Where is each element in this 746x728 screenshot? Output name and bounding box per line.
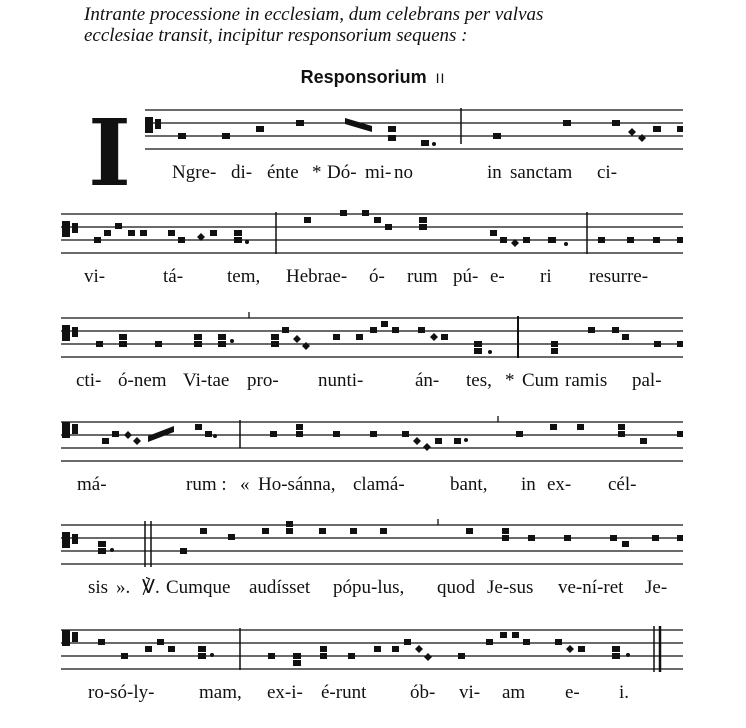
syllable: Ngre- (172, 162, 217, 183)
syllable: mam, (199, 682, 242, 703)
syllable: clamá- (353, 474, 405, 495)
syllable: rum : (186, 474, 227, 495)
syllable: tá- (163, 266, 184, 287)
staff-5 (0, 519, 746, 575)
syllable: ℣. (142, 577, 160, 598)
syllable: é-runt (321, 682, 367, 703)
staff-1 (0, 104, 746, 160)
syllable: vi- (84, 266, 106, 287)
syllable: ». (116, 577, 131, 598)
syllable: audísset (249, 577, 311, 598)
syllable: Cumque (166, 577, 231, 598)
syllable: no (394, 162, 413, 183)
syllable: Hebrae- (286, 266, 348, 287)
syllable: e- (490, 266, 505, 287)
piece-title (0, 67, 746, 88)
syllable: pal- (632, 370, 662, 391)
syllable: ve-ní-ret (558, 577, 624, 598)
syllable: ex-i- (267, 682, 303, 703)
syllable: ro-só-ly- (88, 682, 155, 703)
syllable: án- (415, 370, 440, 391)
syllable: cti- (76, 370, 102, 391)
syllable: quod (437, 577, 475, 598)
syllable: sanctam (510, 162, 573, 183)
syllable: pro- (247, 370, 279, 391)
syllable: Ho-sánna, (258, 474, 336, 495)
title-text: Responsorium (300, 67, 427, 87)
syllable: énte (267, 162, 299, 183)
chant-system-1 (0, 99, 746, 207)
syllable: ramis (565, 370, 608, 391)
syllable: resurre- (589, 266, 649, 287)
syllable: sis (88, 577, 109, 598)
staff-6 (0, 624, 746, 680)
rubric-line-2: ecclesiae transit, incipitur responsorium sequens : (84, 25, 468, 46)
syllable: ci- (597, 162, 618, 183)
syllable: am (502, 682, 526, 703)
staff-2 (0, 208, 746, 264)
syllable: ó- (369, 266, 385, 287)
syllable: * (505, 370, 515, 391)
syllable: « (240, 474, 250, 495)
staff-4 (0, 416, 746, 472)
syllable: tes, (466, 370, 492, 391)
syllable: ri (540, 266, 552, 287)
syllable: in (521, 474, 536, 495)
syllable: tem, (227, 266, 261, 287)
syllable: bant, (450, 474, 488, 495)
syllable: vi- (459, 682, 481, 703)
chant-system-5 (0, 519, 746, 619)
syllable: ób- (410, 682, 436, 703)
syllable: Cum (522, 370, 559, 391)
staff-3 (0, 312, 746, 368)
syllable: ó-nem (118, 370, 167, 391)
syllable: * (312, 162, 322, 183)
syllable: cél- (608, 474, 637, 495)
syllable: pópu-lus, (333, 577, 405, 598)
chant-system-2 (0, 208, 746, 308)
syllable: Vi-tae (183, 370, 230, 391)
chant-system-3 (0, 312, 746, 412)
title-number: II (435, 70, 446, 86)
chant-system-4 (0, 416, 746, 516)
syllable: Je-sus (487, 577, 534, 598)
syllable: rum (407, 266, 438, 287)
chant-system-6 (0, 624, 746, 724)
syllable: di- (231, 162, 253, 183)
syllable: e- (565, 682, 580, 703)
syllable: in (487, 162, 502, 183)
rubric (84, 4, 694, 46)
syllable: má- (77, 474, 107, 495)
syllable: mi- (365, 162, 392, 183)
syllable: ex- (547, 474, 572, 495)
rubric-line-1: Intrante processione in ecclesiam, dum celebrans per valvas (84, 4, 544, 25)
syllable: Je- (645, 577, 668, 598)
syllable: i. (619, 682, 630, 703)
syllable: nunti- (318, 370, 364, 391)
syllable: pú- (453, 266, 479, 287)
syllable: Dó- (327, 162, 357, 183)
initial-letter: I (88, 99, 132, 207)
